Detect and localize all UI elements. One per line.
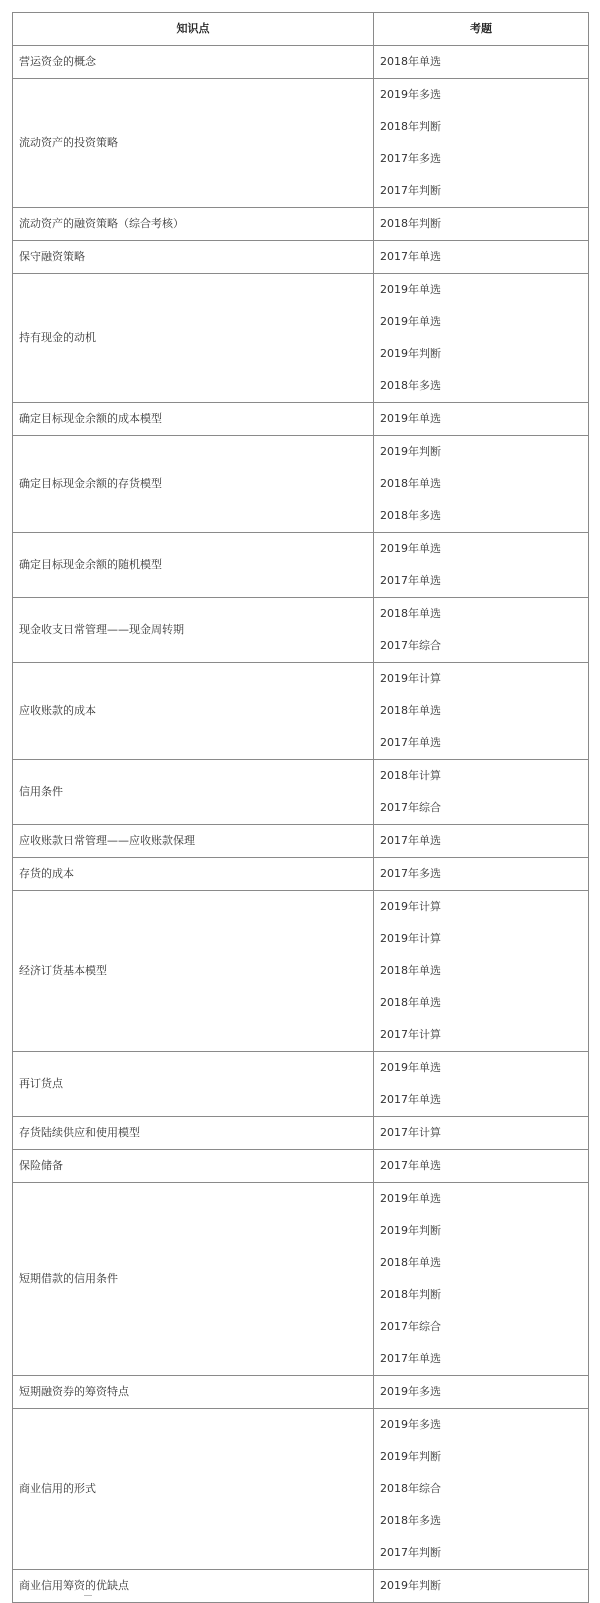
exams-cell — [374, 241, 589, 274]
topic-cell: 营运资金的概念 — [13, 46, 374, 79]
exam-item: 2019年判断 — [380, 445, 441, 458]
exam-item: 2018年判断 — [380, 1288, 441, 1301]
exams-cell — [374, 858, 589, 891]
exam-item: 2018年单选 — [380, 996, 441, 1009]
exams-cell — [374, 533, 589, 598]
exams-cell — [374, 436, 589, 533]
topic-cell: 存货陆续供应和使用模型 — [13, 1117, 374, 1150]
exam-item: 2019年单选 — [380, 412, 441, 425]
exams-cell — [374, 1052, 589, 1117]
exam-item: 2017年综合 — [380, 801, 441, 814]
table-row — [13, 1117, 589, 1150]
table-row — [13, 208, 589, 241]
exam-item: 2017年单选 — [380, 250, 441, 263]
table-row — [13, 598, 589, 663]
table-row — [13, 825, 589, 858]
exam-item: 2018年单选 — [380, 704, 441, 717]
topic-cell: 再订货点 — [13, 1052, 374, 1117]
exam-item: 2019年单选 — [380, 1192, 441, 1205]
exams-cell — [374, 274, 589, 403]
topic-cell: 应收账款日常管理——应收账款保理 — [13, 825, 374, 858]
column-header-topic: 知识点 — [13, 13, 374, 46]
exams-cell — [374, 825, 589, 858]
table-row — [13, 1570, 589, 1603]
topic-cell: 确定目标现金余额的存货模型 — [13, 436, 374, 533]
exam-item: 2017年单选 — [380, 1159, 441, 1172]
exams-cell — [374, 760, 589, 825]
exam-item: 2018年多选 — [380, 1514, 441, 1527]
exam-item: 2019年判断 — [380, 1579, 441, 1592]
topic-cell: 商业信用筹资的优缺点 — [13, 1570, 374, 1603]
exams-cell — [374, 79, 589, 208]
table-row — [13, 1409, 589, 1570]
exam-item: 2019年判断 — [380, 347, 441, 360]
table-row — [13, 79, 589, 208]
exams-cell — [374, 1409, 589, 1570]
exams-cell — [374, 208, 589, 241]
table-row — [13, 403, 589, 436]
exam-item: 2018年判断 — [380, 120, 441, 133]
exam-item: 2019年单选 — [380, 283, 441, 296]
table-row — [13, 891, 589, 1052]
table-row — [13, 1376, 589, 1409]
topic-cell: 现金收支日常管理——现金周转期 — [13, 598, 374, 663]
exams-cell — [374, 598, 589, 663]
page-end-mark — [84, 1595, 92, 1600]
exam-item: 2018年单选 — [380, 964, 441, 977]
exam-item: 2017年单选 — [380, 736, 441, 749]
table-row — [13, 1183, 589, 1376]
topic-cell: 经济订货基本模型 — [13, 891, 374, 1052]
exams-cell — [374, 1570, 589, 1603]
exam-item: 2018年判断 — [380, 217, 441, 230]
exam-item: 2018年单选 — [380, 607, 441, 620]
exams-cell — [374, 891, 589, 1052]
table-row — [13, 663, 589, 760]
exams-cell — [374, 1183, 589, 1376]
topic-cell: 确定目标现金余额的成本模型 — [13, 403, 374, 436]
exam-item: 2017年计算 — [380, 1028, 441, 1041]
topic-cell: 短期融资券的筹资特点 — [13, 1376, 374, 1409]
exam-item: 2019年判断 — [380, 1450, 441, 1463]
exam-item: 2019年计算 — [380, 900, 441, 913]
table-row — [13, 858, 589, 891]
table-body — [13, 46, 589, 1603]
exam-item: 2017年判断 — [380, 1546, 441, 1559]
exam-item: 2017年多选 — [380, 152, 441, 165]
knowledge-point-table — [12, 12, 589, 1603]
exam-item: 2018年综合 — [380, 1482, 441, 1495]
exam-item: 2018年计算 — [380, 769, 441, 782]
exam-item: 2018年多选 — [380, 379, 441, 392]
exams-cell — [374, 1117, 589, 1150]
table-row — [13, 533, 589, 598]
table-row — [13, 46, 589, 79]
table-row — [13, 1150, 589, 1183]
table-row — [13, 241, 589, 274]
exam-item: 2019年判断 — [380, 1224, 441, 1237]
exam-item: 2017年多选 — [380, 867, 441, 880]
exam-item: 2019年计算 — [380, 672, 441, 685]
exam-item: 2017年计算 — [380, 1126, 441, 1139]
exam-item: 2017年单选 — [380, 834, 441, 847]
topic-cell: 短期借款的信用条件 — [13, 1183, 374, 1376]
table-row — [13, 274, 589, 403]
topic-cell: 信用条件 — [13, 760, 374, 825]
exam-item: 2018年单选 — [380, 1256, 441, 1269]
exam-item: 2017年综合 — [380, 639, 441, 652]
exam-item: 2018年单选 — [380, 477, 441, 490]
exam-item: 2019年单选 — [380, 542, 441, 555]
exam-item: 2017年单选 — [380, 1093, 441, 1106]
exam-item: 2019年单选 — [380, 315, 441, 328]
topic-cell: 应收账款的成本 — [13, 663, 374, 760]
exam-item: 2019年计算 — [380, 932, 441, 945]
exam-item: 2017年判断 — [380, 184, 441, 197]
exams-cell — [374, 46, 589, 79]
topic-cell: 保守融资策略 — [13, 241, 374, 274]
exam-item: 2019年多选 — [380, 1418, 441, 1431]
exam-item: 2019年多选 — [380, 1385, 441, 1398]
exam-item: 2018年多选 — [380, 509, 441, 522]
exam-item: 2019年多选 — [380, 88, 441, 101]
exams-cell — [374, 1376, 589, 1409]
table-row — [13, 1052, 589, 1117]
topic-cell: 保险储备 — [13, 1150, 374, 1183]
table-row — [13, 760, 589, 825]
table-row — [13, 436, 589, 533]
topic-cell: 流动资产的投资策略 — [13, 79, 374, 208]
topic-cell: 商业信用的形式 — [13, 1409, 374, 1570]
topic-cell: 持有现金的动机 — [13, 274, 374, 403]
exams-cell — [374, 1150, 589, 1183]
column-header-exams: 考题 — [374, 13, 589, 46]
topic-cell: 存货的成本 — [13, 858, 374, 891]
exams-cell — [374, 663, 589, 760]
exam-item: 2017年单选 — [380, 574, 441, 587]
topic-cell: 流动资产的融资策略（综合考核） — [13, 208, 374, 241]
table-header-row — [13, 13, 589, 46]
exam-item: 2017年单选 — [380, 1352, 441, 1365]
exam-item: 2019年单选 — [380, 1061, 441, 1074]
topic-cell: 确定目标现金余额的随机模型 — [13, 533, 374, 598]
exam-item: 2018年单选 — [380, 55, 441, 68]
exam-item: 2017年综合 — [380, 1320, 441, 1333]
exams-cell — [374, 403, 589, 436]
